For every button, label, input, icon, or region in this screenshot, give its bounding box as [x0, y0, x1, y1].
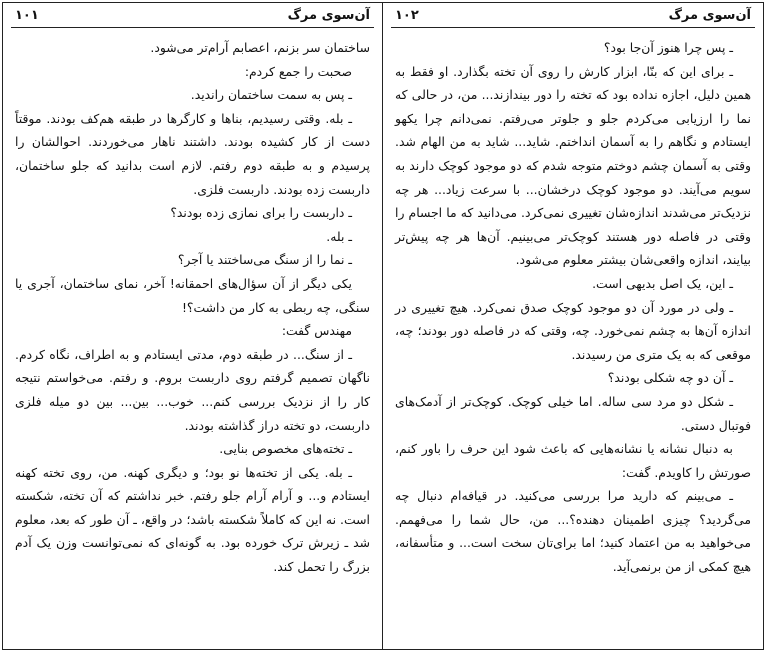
paragraph: ـ از سنگ... در طبقه دوم، مدتی ایستادم و به اطراف، نگاه کردم. ناگهان تصمیم گرفتم روی داربست بروم. و رفتم. می‌خواستم نتیجه کار را از نزدیک بررسی کنم... خوب... بین... بین دو میله فلزی داربست، دو تخته دراز گذاشته بودند. — [15, 346, 370, 433]
running-title: آن‌سوی مرگ — [668, 7, 751, 23]
paragraph: ـ بله. — [326, 228, 352, 244]
page-number: ۱۰۲ — [395, 7, 419, 23]
paragraph: ـ می‌بینم که دارید مرا بررسی می‌کنید. در قیافه‌ام دنبال چه می‌گردید؟ چیزی اطمینان دهنده؟... من، حال شما را می‌فهمم. می‌خواهید به من اعتماد کنید؛ اما برای‌تان سخت است... و متأسفانه، هیچ کمکی از من برنمی‌آید. — [395, 488, 751, 575]
paragraph: ـ این، یک اصل بدیهی است. — [592, 275, 733, 291]
page-body — [15, 36, 370, 579]
paragraph: ـ بله. وقتی رسیدیم، بناها و کارگرها در طبقه هم‌کف بودند. موقتاً دست از کار کشیده بودند. داشتند ناهار می‌خوردند. احوالشان را پرسیدم و به طبقه دوم رفتم. لازم است بدانید که جلو ساختمان، داربست زده بودند. داربست فلزی. — [15, 110, 370, 197]
paragraph: ـ پس چرا هنوز آن‌جا بود؟ — [603, 40, 733, 55]
paragraph: به دنبال نشانه یا نشانه‌هایی که باعث شود این حرف را باور کنم، صورتش را کاویدم. گفت: — [395, 441, 751, 480]
page-101 — [3, 3, 383, 649]
paragraph: ـ داربست را برای نمازی زده بودند؟ — [170, 205, 352, 221]
paragraph: ساختمان سر بزنم، اعصابم آرام‌تر می‌شود. — [150, 40, 370, 55]
paragraph: ـ شکل دو مرد سی ساله. اما خیلی کوچک. کوچک‌تر از آدمک‌های فوتبال دستی. — [395, 393, 751, 433]
page-102 — [383, 3, 763, 649]
page-header — [11, 3, 374, 28]
paragraph: صحبت را جمع کردم: — [244, 63, 352, 79]
page-body — [395, 36, 751, 579]
paragraph: ـ نما را از سنگ می‌ساختند یا آجر؟ — [177, 252, 352, 268]
paragraph: ـ آن دو چه شکلی بودند؟ — [607, 370, 733, 386]
paragraph: مهندس گفت: — [281, 323, 352, 339]
page-number: ۱۰۱ — [15, 7, 39, 23]
page-header — [391, 3, 755, 28]
paragraph: ـ ولی در مورد آن دو موجود کوچک صدق نمی‌کرد. هیچ تغییری در اندازه آن‌ها به چشم نمی‌خورد. چه، وقتی که در فاصله دور بودند؛ چه، موقعی که به یک متری من رسیدند. — [395, 299, 751, 362]
book-spread — [2, 2, 764, 650]
running-title: آن‌سوی مرگ — [287, 7, 370, 23]
paragraph: ـ بله. یکی از تخته‌ها نو بود؛ و دیگری کهنه. من، روی تخته کهنه ایستادم و... و آرام آرام جلو رفتم. خبر نداشتم که آن تخته، شکسته است. نه این که کاملاً شکسته باشد؛ در واقع، ـ آن طور که بعد، معلوم شد ـ زیرش ترک خورده بود. به گونه‌ای که نمی‌توانست وزن یک آدم بزرگ را تحمل کند. — [15, 464, 370, 575]
paragraph: یکی دیگر از آن سؤال‌های احمقانه! آخر، نمای ساختمان، آجری یا سنگی، چه ربطی به کار من داشت؟! — [15, 275, 370, 315]
paragraph: ـ برای این که بنّا، ابزار کارش را روی آن تخته بگذارد. او فقط به همین دلیل، اجازه نداده بود که تخته را دور بیندازند... من، در حالی که نما را ارزیابی می‌کردم جلو و جلوتر می‌رفتم. نمی‌دانم چرا یکهو ایستادم و نگاهم را به آسمان انداختم. شاید... شاید به من الهام شد. وقتی به آسمان چشم دوختم متوجه شدم که دو موجود کوچک دارند به سویم می‌آیند. دو موجود کوچک درخشان... با سرعت زیاد... هر چه نزدیک‌تر می‌شدند اندازه‌شان تغییری نمی‌کرد. می‌دانید که ما اجسام را وقتی در فاصله دور هستند کوچک‌تر می‌بینیم. آن‌ها هر چه پیش‌تر بیایند، اندازه واقعی‌شان بیشتر معلوم می‌شود. — [395, 63, 751, 268]
paragraph: ـ پس به سمت ساختمان راندید. — [190, 87, 352, 103]
paragraph: ـ تخته‌های مخصوص بنایی. — [219, 441, 352, 457]
